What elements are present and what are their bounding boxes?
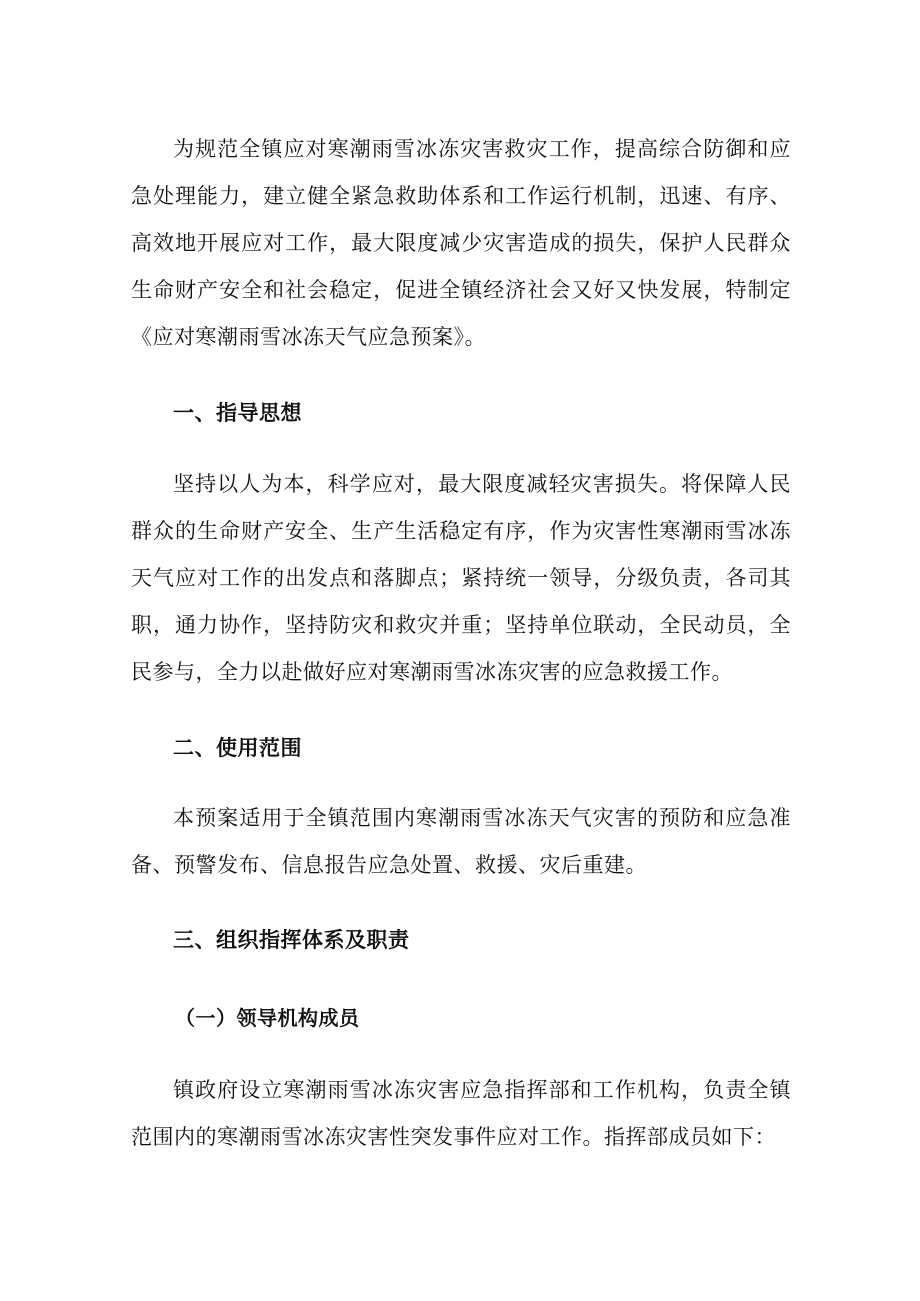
section-heading-scope: 二、使用范围 <box>173 736 302 760</box>
section-body-scope: 本预案适用于全镇范围内寒潮雨雪冰冻天气灾害的预防和应急准备、预警发布、信息报告应急处置、救援、灾后重建。 <box>131 806 791 877</box>
section-body-guiding-principle: 坚持以人为本，科学应对，最大限度减轻灾害损失。将保障人民群众的生命财产安全、生产生活稳定有序，作为灾害性寒潮雨雪冰冻天气应对工作的出发点和落脚点；紧持统一领导，分级负责，各司其职，通力协作，坚持防灾和救灾并重；坚持单位联动，全民动员，全民参与，全力以赴做好应对寒潮雨雪冰冻灾害的应急救援工作。 <box>131 472 791 684</box>
section-body-organization: 镇政府设立寒潮雨雪冰冻灾害应急指挥部和工作机构，负责全镇范围内的寒潮雨雪冰冻灾害性突发事件应对工作。指挥部成员如下： <box>131 1078 791 1149</box>
section-heading-guiding-principle: 一、指导思想 <box>173 401 302 425</box>
intro-paragraph: 为规范全镇应对寒潮雨雪冰冻灾害救灾工作，提高综合防御和应急处理能力，建立健全紧急救助体系和工作运行机制，迅速、有序、高效地开展应对工作，最大限度减少灾害造成的损失，保护人民群众生命财产安全和社会稳定，促进全镇经济社会又好又快发展，特制定《应对寒潮雨雪冰冻天气应急预案》。 <box>131 137 791 349</box>
subsection-heading-leadership: （一）领导机构成员 <box>175 1006 360 1030</box>
section-heading-organization: 三、组织指挥体系及职责 <box>173 928 410 952</box>
